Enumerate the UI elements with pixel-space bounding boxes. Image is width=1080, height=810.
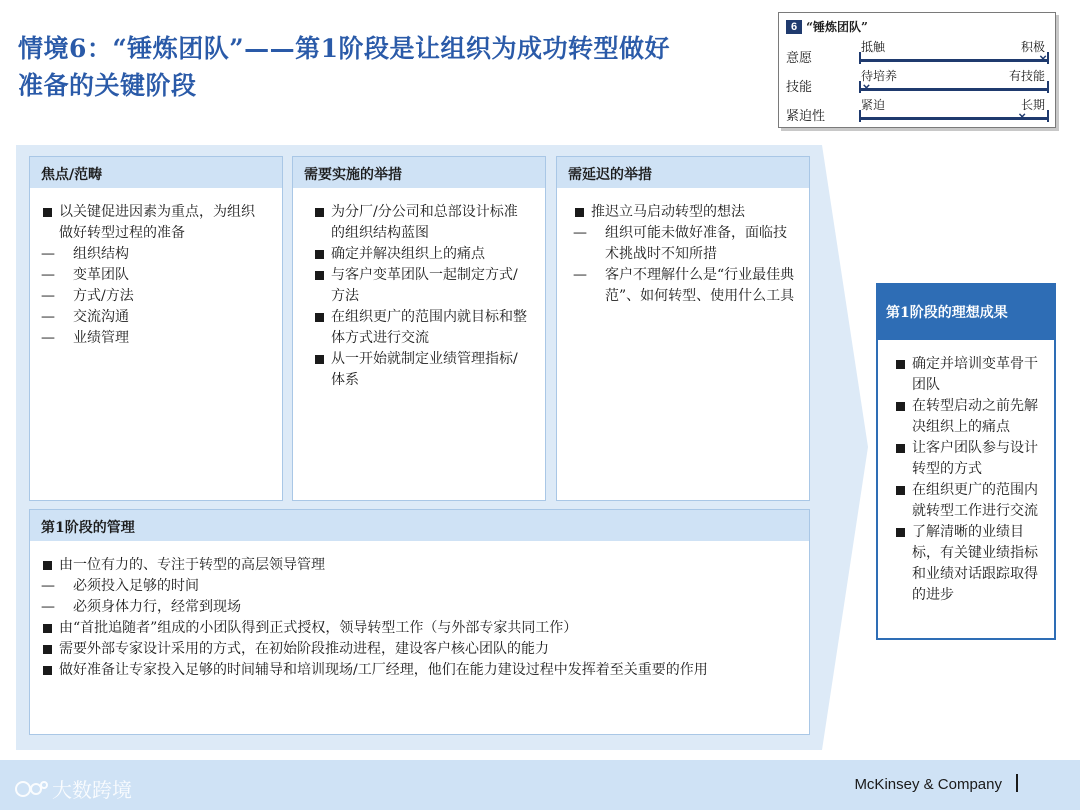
legend-scale-tick <box>859 52 861 64</box>
list-item: 了解清晰的业绩目标，有关键业绩指标和业绩对话跟踪取得的进步 <box>894 522 1046 606</box>
result-panel <box>876 283 1056 640</box>
list-item: 在组织更广的范围内就目标和整体方式进行交流 <box>313 307 531 349</box>
defer-panel <box>556 156 810 501</box>
legend-row-label: 紧迫性 <box>786 109 826 124</box>
legend-number: 6 <box>786 20 802 34</box>
focus-list <box>30 188 282 349</box>
legend-row-skill <box>779 64 1055 95</box>
management-list <box>30 541 809 681</box>
company-brand: McKinsey & Company <box>854 776 1002 793</box>
todo-list <box>293 188 545 391</box>
footer-bar <box>0 760 1080 810</box>
list-item <box>41 555 795 618</box>
legend-row-left: 抵触 <box>861 40 886 54</box>
flow-arrow-icon <box>822 145 868 750</box>
defer-panel-header: 需延迟的举措 <box>557 157 809 188</box>
sub-item: — 交流沟通 <box>41 307 266 328</box>
legend-marker-icon: × <box>1018 109 1026 124</box>
sub-item: — 组织可能未做好准备，面临技术挑战时不知所措 <box>573 223 795 265</box>
watermark-logo-icon <box>14 778 48 800</box>
legend-row-right: 积极 <box>1020 40 1045 54</box>
list-item: 在转型启动之前先解决组织上的痛点 <box>894 396 1046 438</box>
legend-row-left: 紧迫 <box>861 98 886 112</box>
defer-sub-list <box>573 223 795 307</box>
defer-list <box>557 188 809 307</box>
brand-divider <box>1016 774 1018 792</box>
management-panel <box>29 509 810 735</box>
legend-row-willingness <box>779 35 1055 66</box>
focus-panel-header: 焦点/范畴 <box>30 157 282 188</box>
todo-panel <box>292 156 546 501</box>
list-item-text: 以关键促进因素为重点，为组织做好转型过程的准备 <box>59 204 255 241</box>
sub-item: — 组织结构 <box>41 244 266 265</box>
focus-panel <box>29 156 283 501</box>
list-item <box>41 202 266 349</box>
list-item: 为分厂/分公司和总部设计标准的组织结构蓝图 <box>313 202 531 244</box>
list-item: 做好准备让专家投入足够的时间辅导和培训现场/工厂经理，他们在能力建设过程中发挥着至关重要的作用 <box>41 660 795 681</box>
sub-item: — 客户不理解什么是“行业最佳典范”、如何转型、使用什么工具 <box>573 265 795 307</box>
main-frame <box>16 145 822 750</box>
legend-row-urgency <box>779 93 1055 124</box>
legend-scale-tick <box>1047 52 1049 64</box>
list-item <box>573 202 795 307</box>
legend-marker-icon: × <box>862 80 871 95</box>
legend-scale-tick <box>859 81 861 93</box>
sub-item: — 必须身体力行，经常到现场 <box>41 597 795 618</box>
legend-row-label: 意愿 <box>786 51 813 66</box>
legend-scale-tick <box>1047 110 1049 122</box>
legend-row-right: 长期 <box>1020 98 1045 112</box>
list-item: 确定并培训变革骨干团队 <box>894 354 1046 396</box>
page-title-line2: 准备的关键阶段 <box>18 71 197 100</box>
list-item: 与客户变革团队一起制定方式/方法 <box>313 265 531 307</box>
management-sub-list <box>41 576 795 618</box>
list-item-text: 推迟立马启动转型的想法 <box>591 204 745 220</box>
list-item-text: 由一位有力的、专注于转型的高层领导管理 <box>59 557 325 573</box>
watermark <box>14 774 132 803</box>
list-item: 需要外部专家设计采用的方式，在初始阶段推动进程，建设客户核心团队的能力 <box>41 639 795 660</box>
legend-scale-tick <box>1047 81 1049 93</box>
list-item: 从一开始就制定业绩管理指标/体系 <box>313 349 531 391</box>
result-list <box>878 340 1054 606</box>
sub-item: — 业绩管理 <box>41 328 266 349</box>
scenario-legend <box>778 12 1056 128</box>
legend-row-label: 技能 <box>786 80 813 95</box>
legend-scale-line <box>859 88 1049 91</box>
page-title-line1: 情境6：“锤炼团队”——第1阶段是让组织为成功转型做好 <box>18 34 671 63</box>
legend-header <box>786 18 868 35</box>
todo-panel-header: 需要实施的举措 <box>293 157 545 188</box>
management-panel-header: 第1阶段的管理 <box>30 510 809 541</box>
list-item: 确定并解决组织上的痛点 <box>313 244 531 265</box>
legend-row-right: 有技能 <box>1008 69 1045 83</box>
sub-item: — 变革团队 <box>41 265 266 286</box>
sub-item: — 方式/方法 <box>41 286 266 307</box>
legend-scale-tick <box>859 110 861 122</box>
focus-sub-list <box>41 244 266 349</box>
list-item: 让客户团队参与设计转型的方式 <box>894 438 1046 480</box>
list-item: 由“首批追随者”组成的小团队得到正式授权，领导转型工作（与外部专家共同工作） <box>41 618 795 639</box>
legend-row-left: 待培养 <box>861 69 898 83</box>
legend-name: “锤炼团队” <box>806 20 868 34</box>
result-panel-header: 第1阶段的理想成果 <box>878 285 1054 340</box>
legend-scale-line <box>859 59 1049 62</box>
legend-marker-icon: × <box>1039 51 1047 66</box>
sub-item: — 必须投入足够的时间 <box>41 576 795 597</box>
list-item: 在组织更广的范围内就转型工作进行交流 <box>894 480 1046 522</box>
page-title <box>18 30 778 104</box>
watermark-text: 大数跨境 <box>52 778 132 802</box>
